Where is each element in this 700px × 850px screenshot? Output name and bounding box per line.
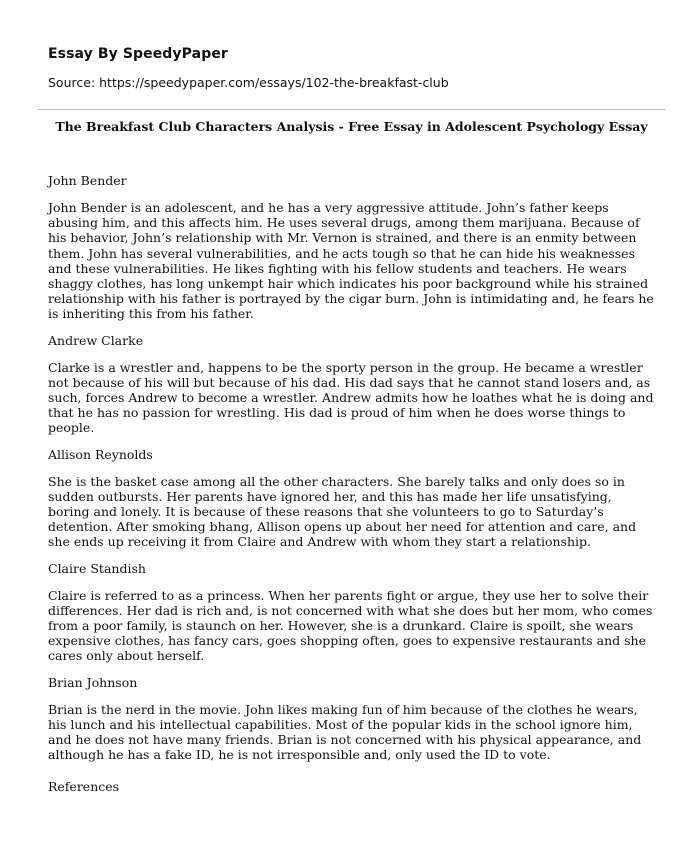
section-brian-johnson bbox=[48, 674, 655, 763]
references-heading: References bbox=[48, 779, 120, 794]
section-heading: Allison Reynolds bbox=[48, 446, 153, 462]
section-paragraph: Brian is the nerd in the movie. John likes making fun of him because of the clothes he wears, his lunch and his intellectual capabilities. Most of the popular kids in the school ignore him, and he does not have many friends. Brian is not concerned with his physical appearance, and although he has a fake ID, he is not irresponsible and, only used the ID to vote. bbox=[48, 701, 642, 763]
source-line: Source: https://speedypaper.com/essays/102-the-breakfast-club bbox=[48, 75, 449, 90]
section-paragraph: Clarke is a wrestler and, happens to be the sporty person in the group. He became a wrestler not because of his will but because of his dad. His dad says that he cannot stand losers and, as such, forces Andrew to become a wrestler. Andrew admits how he loathes what he is doing and that he has no passion for wrestling. His dad is proud of him when he does worse things to people. bbox=[48, 359, 654, 436]
section-john-bender bbox=[48, 172, 655, 322]
section-heading: Brian Johnson bbox=[48, 674, 138, 690]
section-andrew-clarke bbox=[48, 332, 655, 436]
section-paragraph: Claire is referred to as a princess. When her parents fight or argue, they use her to solve their differences. Her dad is rich and, is not concerned with what she does but her mom, who comes from a poor family, is staunch on her. However, she is a drunkard. Claire is spoilt, she wears expensive clothes, has fancy cars, goes shopping often, goes to expensive restaurants and she cares only about herself. bbox=[48, 587, 653, 664]
essay-title: The Breakfast Club Characters Analysis - Free Essay in Adolescent Psychology Essay bbox=[55, 119, 648, 134]
section-paragraph: John Bender is an adolescent, and he has a very aggressive attitude. John’s father keeps abusing him, and this affects him. He uses several drugs, among them marijuana. Because of his behavior, John’s relationship with Mr. Vernon is strained, and there is an enmity between them. John has several vulnerabilities, and he acts tough so that he can hide his weaknesses and these vulnerabilities. He likes fighting with his fellow students and teachers. He wears shaggy clothes, has long unkempt hair which indicates his poor background while his strained relationship with his father is portrayed by the cigar burn. John is intimidating and, he fears he is inheriting this from his father. bbox=[48, 200, 654, 322]
section-heading: Andrew Clarke bbox=[48, 332, 144, 348]
section-claire-standish bbox=[48, 560, 655, 664]
essay-body bbox=[48, 172, 655, 762]
header-divider bbox=[38, 109, 665, 110]
section-paragraph: She is the basket case among all the other characters. She barely talks and only does so in sudden outbursts. Her parents have ignored her, and this has made her life unsatisfying, boring and lonely. It is because of these reasons that she volunteers to go to Saturday’s detention. After smoking bhang, Allison opens up about her need for attention and care, and she ends up receiving it from Claire and Andrew with whom they start a relationship. bbox=[48, 473, 637, 550]
document-header-title: Essay By SpeedyPaper bbox=[48, 46, 228, 62]
section-allison-reynolds bbox=[48, 446, 655, 550]
section-heading: John Bender bbox=[48, 173, 127, 188]
section-heading: Claire Standish bbox=[48, 560, 146, 576]
